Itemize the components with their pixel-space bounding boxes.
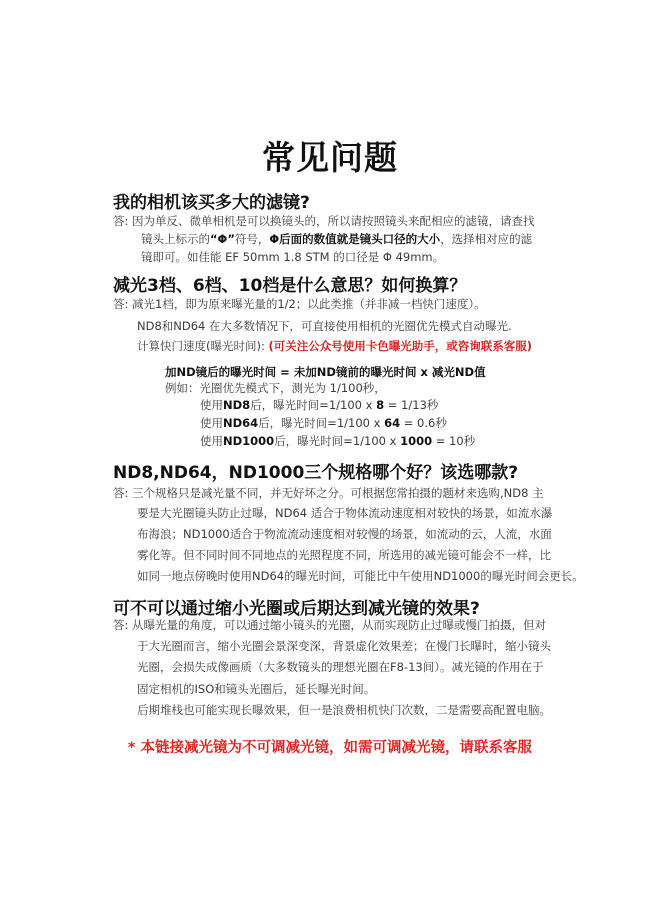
answer-line: ND8和ND64 在大多数情况下，可直接使用相机的光圈优先模式自动曝光. xyxy=(137,319,512,333)
question-nd-stops: 减光3档、6档、10档是什么意思？如何换算？ xyxy=(113,276,467,296)
contact-note: (可关注公众号使用卡色曝光助手，或咨询联系客服) xyxy=(268,339,533,353)
answer-line: 固定相机的ISO和镜头光圈后，延长曝光时间。 xyxy=(137,682,376,696)
answer-line: 计算快门速度(曝光时间): (可关注公众号使用卡色曝光助手，或咨询联系客服) xyxy=(137,339,533,353)
exposure-formula: 加ND镜后的曝光时间 = 未加ND镜前的曝光时间 x 减光ND值 xyxy=(165,365,486,379)
answer-line: 答: 减光1档，即为原来曝光量的1/2；以此类推（并非减一档快门速度）。 xyxy=(113,297,486,311)
example-line: 例如：光圈优先模式下，测光为 1/100秒， xyxy=(165,381,386,395)
example-line: 使用ND1000后，曝光时间=1/100 x 1000 = 10秒 xyxy=(200,434,476,448)
answer-line: 答: 从曝光量的角度，可以通过缩小镜头的光圈，从而实现防止过曝或慢门拍摄，但对 xyxy=(113,618,547,632)
question-filter-size: 我的相机该买多大的滤镜? xyxy=(113,193,310,213)
answer-line: 答: 因为单反、微单相机是可以换镜头的，所以请按照镜头来配相应的滤镜，请查找 xyxy=(113,214,535,228)
page-title: 常见问题 xyxy=(262,138,398,177)
footer-note: * 本链接减光镜为不可调减光镜，如需可调减光镜，请联系客服 xyxy=(127,740,533,756)
answer-line: 镜即可。如佳能 EF 50mm 1.8 STM 的口径是 Φ 49mm。 xyxy=(141,250,445,264)
answer-line: 于大光圈而言，缩小光圈会景深变深，背景虚化效果差；在慢门长曝时，缩小镜头 xyxy=(137,639,551,653)
answer-line: 雾化等。但不同时间不同地点的光照程度不同，所选用的减光镜可能会不一样，比 xyxy=(137,548,551,562)
answer-line: 答: 三个规格只是减光量不同，并无好坏之分。可根据您常拍摄的题材来选购,ND8 主 xyxy=(113,486,544,500)
question-which-nd: ND8,ND64，ND1000三个规格哪个好？该选哪款? xyxy=(113,463,519,483)
answer-line: 光圈，会损失成像画质（大多数镜头的理想光圈在F8-13间）。减光镜的作用在于 xyxy=(137,660,544,674)
example-line: 使用ND8后，曝光时间=1/100 x 8 = 1/13秒 xyxy=(200,398,439,412)
answer-line: 如同一地点傍晚时使用ND64的曝光时间，可能比中午使用ND1000的曝光时间会更长。 xyxy=(137,569,584,583)
answer-line: 要是大光圈镜头防止过曝，ND64 适合于物体流动速度相对较快的场景，如流水瀑 xyxy=(137,506,553,520)
answer-line: 布海浪；ND1000适合于物流流动速度相对较慢的场景，如流动的云，人流，水面 xyxy=(137,527,552,541)
answer-line: 后期堆栈也可能实现长曝效果，但一是浪费相机快门次数，二是需要高配置电脑。 xyxy=(137,703,551,717)
answer-line: 镜头上标示的“Φ”符号，Φ后面的数值就是镜头口径的大小，选择相对应的滤 xyxy=(141,232,533,246)
example-line: 使用ND64后，曝光时间=1/100 x 64 = 0.6秒 xyxy=(200,416,447,430)
question-aperture-alternative: 可不可以通过缩小光圈或后期达到减光镜的效果? xyxy=(113,599,480,619)
